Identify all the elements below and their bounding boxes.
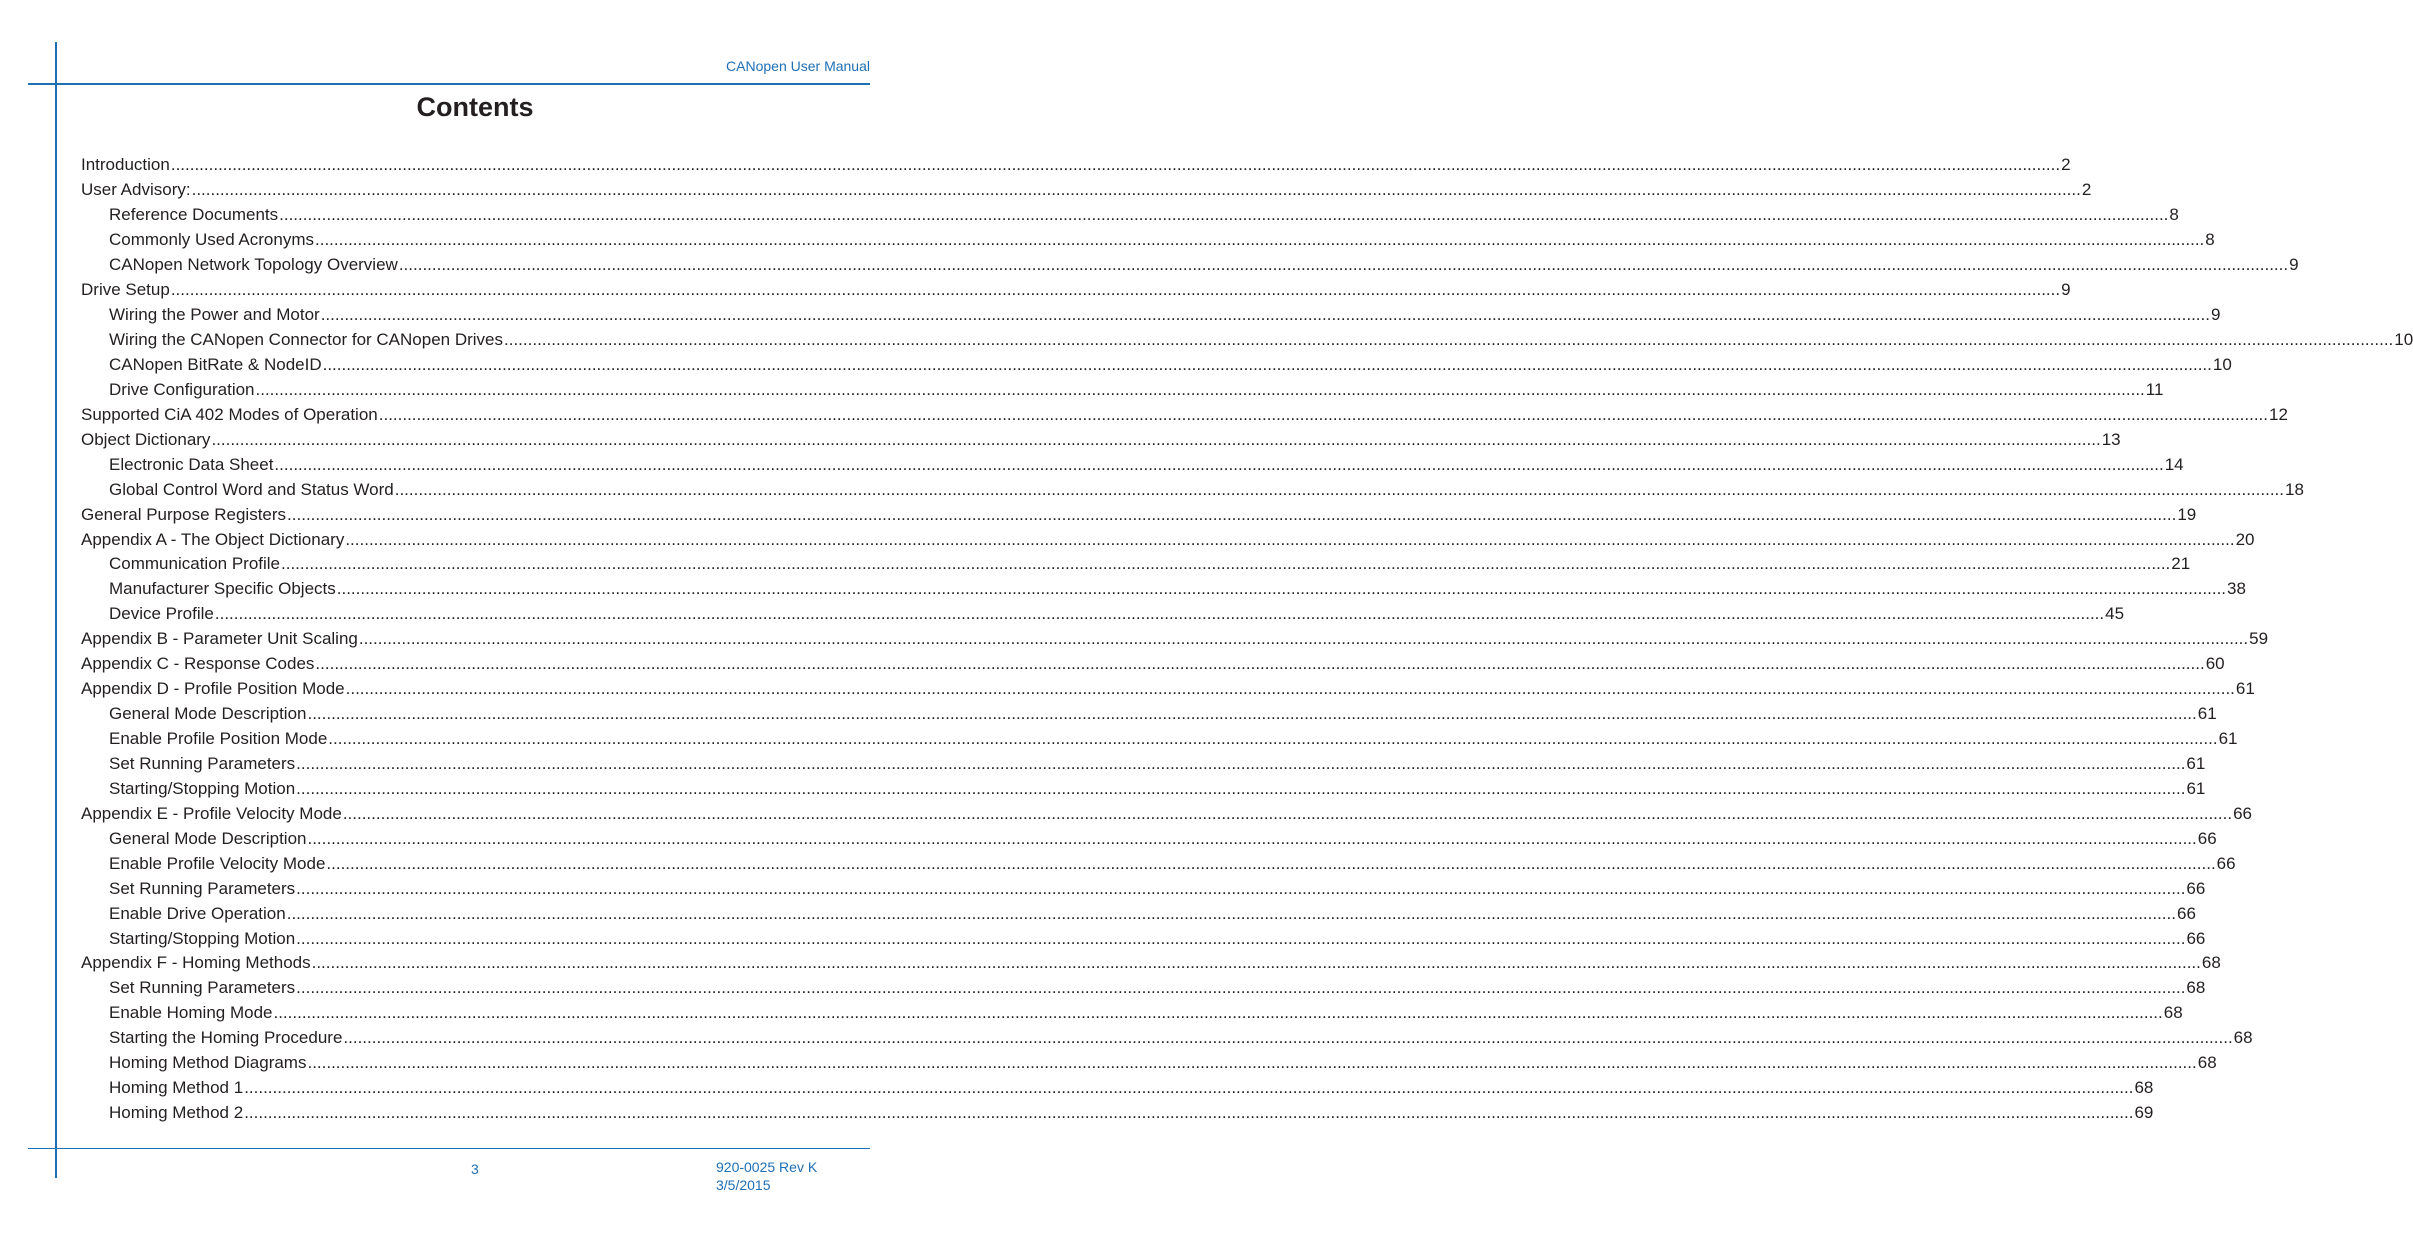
toc-entry-page: 13 — [2101, 429, 2121, 449]
toc-leader-dots: ................................................................................................................................................................................................................................................................................................................................................................................................................ — [273, 1003, 2163, 1023]
toc-entry-title: CANopen Network Topology Overview — [109, 255, 398, 275]
toc-leader-dots: ................................................................................................................................................................................................................................................................................................................................................................................................................ — [342, 803, 2233, 823]
toc-entry[interactable] — [81, 1001, 2183, 1026]
table-of-contents — [81, 153, 2413, 1126]
toc-entry-page: 68 — [2233, 1028, 2253, 1048]
toc-entry-page: 66 — [2186, 928, 2206, 948]
toc-entry-page: 69 — [2134, 1103, 2154, 1123]
toc-entry-title: Starting/Stopping Motion — [109, 928, 296, 948]
toc-entry[interactable] — [81, 228, 2215, 253]
toc-leader-dots: ................................................................................................................................................................................................................................................................................................................................................................................................................ — [345, 529, 2235, 549]
toc-leader-dots: ................................................................................................................................................................................................................................................................................................................................................................................................................ — [311, 953, 2201, 973]
toc-entry-title: Communication Profile — [109, 554, 281, 574]
toc-entry[interactable] — [81, 776, 2206, 801]
toc-entry-page: 61 — [2218, 729, 2238, 749]
toc-leader-dots: ................................................................................................................................................................................................................................................................................................................................................................................................................ — [315, 230, 2205, 250]
toc-leader-dots: ................................................................................................................................................................................................................................................................................................................................................................................................................ — [322, 354, 2212, 374]
toc-leader-dots: ................................................................................................................................................................................................................................................................................................................................................................................................................ — [296, 778, 2186, 798]
footer-date: 3/5/2015 — [716, 1177, 771, 1193]
toc-leader-dots: ................................................................................................................................................................................................................................................................................................................................................................................................................ — [244, 1103, 2134, 1123]
toc-entry-page: 9 — [2210, 305, 2221, 325]
toc-entry-title: Object Dictionary — [81, 429, 211, 449]
toc-entry-page: 66 — [2197, 828, 2217, 848]
toc-entry-page: 9 — [2289, 255, 2299, 275]
toc-entry-title: General Mode Description — [109, 828, 307, 848]
toc-leader-dots: ................................................................................................................................................................................................................................................................................................................................................................................................................ — [326, 853, 2216, 873]
footer-page-number: 3 — [471, 1161, 479, 1177]
toc-entry[interactable] — [81, 377, 2164, 402]
manual-title: CANopen User Manual — [726, 58, 870, 74]
toc-entry[interactable] — [81, 926, 2206, 951]
toc-entry-title: Starting the Homing Procedure — [109, 1028, 343, 1048]
toc-entry-page: 68 — [2197, 1053, 2217, 1073]
header-rule — [28, 83, 870, 85]
toc-leader-dots: ................................................................................................................................................................................................................................................................................................................................................................................................................ — [345, 679, 2235, 699]
toc-entry[interactable] — [81, 303, 2221, 328]
toc-entry[interactable] — [81, 976, 2206, 1001]
toc-leader-dots: ................................................................................................................................................................................................................................................................................................................................................................................................................ — [214, 604, 2105, 624]
toc-entry-title: Commonly Used Acronyms — [109, 230, 315, 250]
toc-entry-page: 21 — [2171, 554, 2191, 574]
toc-entry-page: 68 — [2186, 978, 2206, 998]
toc-entry-page: 8 — [2169, 205, 2179, 225]
toc-entry-page: 2 — [2061, 155, 2071, 175]
toc-entry-page: 9 — [2061, 280, 2071, 300]
toc-entry-title: Appendix F - Homing Methods — [81, 953, 311, 973]
toc-leader-dots: ................................................................................................................................................................................................................................................................................................................................................................................................................ — [394, 479, 2284, 499]
toc-leader-dots: ................................................................................................................................................................................................................................................................................................................................................................................................................ — [255, 379, 2145, 399]
toc-entry-title: Homing Method 2 — [109, 1103, 244, 1123]
toc-leader-dots: ................................................................................................................................................................................................................................................................................................................................................................................................................ — [170, 155, 2061, 175]
toc-entry-title: General Mode Description — [109, 704, 307, 724]
toc-entry[interactable] — [81, 727, 2238, 752]
toc-entry-title: Enable Drive Operation — [109, 903, 286, 923]
toc-entry[interactable] — [81, 752, 2206, 777]
toc-entry-title: Appendix C - Response Codes — [81, 654, 315, 674]
toc-leader-dots: ................................................................................................................................................................................................................................................................................................................................................................................................................ — [211, 429, 2101, 449]
toc-entry[interactable] — [81, 951, 2221, 976]
toc-entry-title: Drive Setup — [81, 280, 170, 300]
toc-entry-page: 10 — [2394, 330, 2413, 350]
toc-entry[interactable] — [81, 402, 2288, 427]
toc-entry-page: 59 — [2249, 629, 2269, 649]
toc-entry[interactable] — [81, 353, 2232, 378]
footer-rule — [28, 1148, 870, 1149]
toc-entry[interactable] — [81, 427, 2121, 452]
toc-entry-title: Electronic Data Sheet — [109, 454, 274, 474]
toc-leader-dots: ................................................................................................................................................................................................................................................................................................................................................................................................................ — [287, 504, 2177, 524]
toc-entry-title: User Advisory: — [81, 180, 191, 200]
toc-entry-title: Wiring the CANopen Connector for CANopen Drives — [109, 330, 504, 350]
toc-entry[interactable] — [81, 602, 2125, 627]
toc-entry-page: 66 — [2186, 878, 2206, 898]
toc-entry-page: 61 — [2197, 704, 2217, 724]
toc-leader-dots: ................................................................................................................................................................................................................................................................................................................................................................................................................ — [378, 404, 2269, 424]
toc-entry-page: 66 — [2233, 803, 2252, 823]
toc-entry[interactable] — [81, 652, 2225, 677]
toc-entry-title: Reference Documents — [109, 205, 279, 225]
toc-entry-page: 68 — [2201, 953, 2221, 973]
toc-entry-page: 68 — [2134, 1078, 2154, 1098]
toc-entry-title: Drive Configuration — [109, 379, 255, 399]
toc-leader-dots: ................................................................................................................................................................................................................................................................................................................................................................................................................ — [191, 180, 2081, 200]
toc-entry[interactable] — [81, 627, 2269, 652]
toc-entry[interactable] — [81, 577, 2246, 602]
toc-entry-title: Homing Method Diagrams — [109, 1053, 307, 1073]
toc-entry-title: Set Running Parameters — [109, 753, 296, 773]
page-title: Contents — [416, 92, 534, 122]
toc-entry[interactable] — [81, 677, 2255, 702]
toc-leader-dots: ................................................................................................................................................................................................................................................................................................................................................................................................................ — [398, 255, 2289, 275]
toc-leader-dots: ................................................................................................................................................................................................................................................................................................................................................................................................................ — [296, 878, 2186, 898]
toc-entry-page: 12 — [2269, 404, 2288, 424]
toc-leader-dots: ................................................................................................................................................................................................................................................................................................................................................................................................................ — [170, 280, 2061, 300]
toc-entry-title: CANopen BitRate & NodeID — [109, 354, 322, 374]
toc-entry-title: Starting/Stopping Motion — [109, 778, 296, 798]
toc-entry[interactable] — [81, 826, 2217, 851]
toc-leader-dots: ................................................................................................................................................................................................................................................................................................................................................................................................................ — [281, 554, 2171, 574]
toc-entry-page: 45 — [2105, 604, 2125, 624]
toc-leader-dots: ................................................................................................................................................................................................................................................................................................................................................................................................................ — [296, 928, 2186, 948]
toc-entry-page: 61 — [2186, 753, 2206, 773]
toc-entry-title: Appendix A - The Object Dictionary — [81, 529, 345, 549]
toc-entry-title: Appendix E - Profile Velocity Mode — [81, 803, 342, 823]
toc-entry-title: Enable Homing Mode — [109, 1003, 273, 1023]
toc-leader-dots: ................................................................................................................................................................................................................................................................................................................................................................................................................ — [296, 978, 2186, 998]
toc-leader-dots: ................................................................................................................................................................................................................................................................................................................................................................................................................ — [274, 454, 2164, 474]
toc-entry[interactable] — [81, 203, 2179, 228]
toc-entry-title: Enable Profile Position Mode — [109, 729, 328, 749]
toc-entry-page: 20 — [2235, 529, 2255, 549]
toc-entry-page: 19 — [2177, 504, 2197, 524]
toc-entry[interactable] — [81, 702, 2217, 727]
toc-entry-page: 2 — [2081, 180, 2092, 200]
toc-entry-title: Manufacturer Specific Objects — [109, 579, 336, 599]
toc-entry-page: 61 — [2186, 778, 2206, 798]
toc-entry-title: Supported CiA 402 Modes of Operation — [81, 404, 378, 424]
toc-entry[interactable] — [81, 1076, 2154, 1101]
toc-entry[interactable] — [81, 253, 2299, 278]
toc-leader-dots: ................................................................................................................................................................................................................................................................................................................................................................................................................ — [315, 654, 2205, 674]
toc-leader-dots: ................................................................................................................................................................................................................................................................................................................................................................................................................ — [328, 729, 2218, 749]
toc-leader-dots: ................................................................................................................................................................................................................................................................................................................................................................................................................ — [336, 579, 2227, 599]
toc-entry[interactable] — [81, 502, 2197, 527]
toc-entry-page: 10 — [2212, 354, 2232, 374]
toc-entry[interactable] — [81, 452, 2184, 477]
toc-leader-dots: ................................................................................................................................................................................................................................................................................................................................................................................................................ — [504, 330, 2394, 350]
toc-entry-page: 66 — [2216, 853, 2236, 873]
toc-entry-title: Appendix B - Parameter Unit Scaling — [81, 629, 358, 649]
toc-entry-title: Set Running Parameters — [109, 878, 296, 898]
toc-entry-title: Global Control Word and Status Word — [109, 479, 394, 499]
toc-entry[interactable] — [81, 477, 2304, 502]
toc-entry-title: Appendix D - Profile Position Mode — [81, 679, 345, 699]
toc-entry[interactable] — [81, 552, 2191, 577]
toc-entry[interactable] — [81, 328, 2413, 353]
toc-entry-title: Device Profile — [109, 604, 214, 624]
toc-entry-title: Introduction — [81, 155, 170, 175]
toc-entry-page: 8 — [2205, 230, 2215, 250]
toc-leader-dots: ................................................................................................................................................................................................................................................................................................................................................................................................................ — [286, 903, 2176, 923]
toc-entry[interactable] — [81, 1026, 2253, 1051]
toc-entry[interactable] — [81, 153, 2071, 178]
footer-doc-number: 920-0025 Rev K — [716, 1159, 818, 1175]
toc-entry-page: 66 — [2176, 903, 2196, 923]
toc-entry-page: 68 — [2163, 1003, 2183, 1023]
left-margin-rule — [55, 42, 57, 1178]
toc-entry[interactable] — [81, 876, 2206, 901]
toc-entry[interactable] — [81, 851, 2236, 876]
toc-entry[interactable] — [81, 1101, 2154, 1126]
toc-entry-page: 61 — [2235, 679, 2255, 699]
toc-leader-dots: ................................................................................................................................................................................................................................................................................................................................................................................................................ — [279, 205, 2169, 225]
toc-entry-page: 38 — [2227, 579, 2246, 599]
toc-entry[interactable] — [81, 801, 2252, 826]
toc-entry[interactable] — [81, 1051, 2217, 1076]
toc-leader-dots: ................................................................................................................................................................................................................................................................................................................................................................................................................ — [244, 1078, 2134, 1098]
toc-leader-dots: ................................................................................................................................................................................................................................................................................................................................................................................................................ — [320, 305, 2210, 325]
toc-leader-dots: ................................................................................................................................................................................................................................................................................................................................................................................................................ — [343, 1028, 2233, 1048]
toc-entry-page: 60 — [2205, 654, 2225, 674]
toc-entry-page: 11 — [2145, 379, 2164, 399]
toc-entry-title: Wiring the Power and Motor — [109, 305, 320, 325]
toc-entry[interactable] — [81, 278, 2071, 303]
toc-leader-dots: ................................................................................................................................................................................................................................................................................................................................................................................................................ — [307, 704, 2197, 724]
toc-entry-title: General Purpose Registers — [81, 504, 287, 524]
toc-entry-title: Enable Profile Velocity Mode — [109, 853, 326, 873]
toc-leader-dots: ................................................................................................................................................................................................................................................................................................................................................................................................................ — [358, 629, 2249, 649]
toc-entry-title: Set Running Parameters — [109, 978, 296, 998]
toc-entry[interactable] — [81, 901, 2196, 926]
toc-entry-page: 18 — [2285, 479, 2304, 499]
toc-entry[interactable] — [81, 178, 2092, 203]
toc-leader-dots: ................................................................................................................................................................................................................................................................................................................................................................................................................ — [296, 753, 2186, 773]
toc-entry-title: Homing Method 1 — [109, 1078, 244, 1098]
toc-entry-page: 14 — [2164, 454, 2184, 474]
toc-leader-dots: ................................................................................................................................................................................................................................................................................................................................................................................................................ — [307, 1053, 2197, 1073]
toc-entry[interactable] — [81, 527, 2255, 552]
toc-leader-dots: ................................................................................................................................................................................................................................................................................................................................................................................................................ — [307, 828, 2197, 848]
footer-doc-info — [716, 1158, 817, 1194]
